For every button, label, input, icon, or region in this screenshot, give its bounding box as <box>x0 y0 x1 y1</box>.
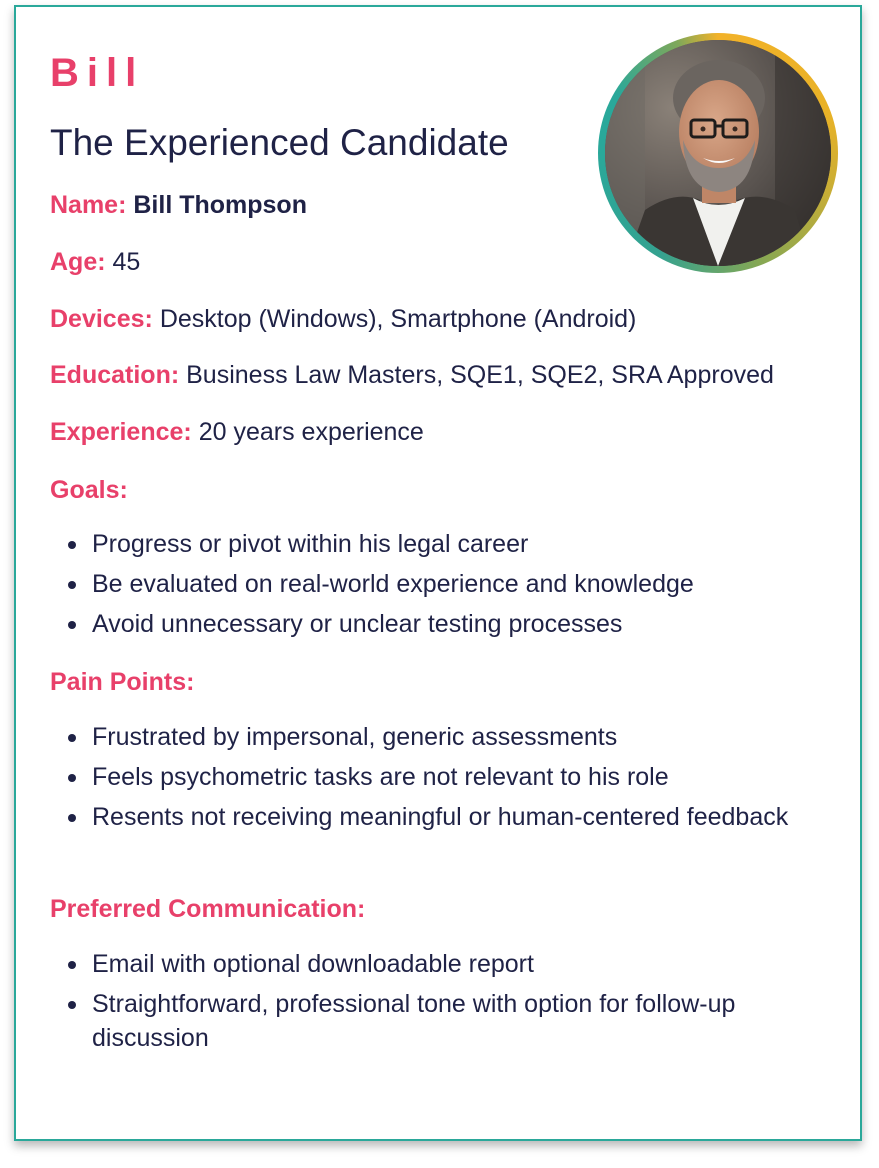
field-education-value: Business Law Masters, SQE1, SQE2, SRA Approved <box>186 361 774 389</box>
field-education <box>50 360 774 390</box>
pain-points-list <box>50 720 810 840</box>
communication-item: Email with optional downloadable report <box>50 947 810 981</box>
persona-card <box>14 5 862 1141</box>
field-age-label: Age: <box>50 248 106 276</box>
goals-heading: Goals: <box>50 476 128 504</box>
pain-point-item: Frustrated by impersonal, generic assessments <box>50 720 810 754</box>
field-devices-label: Devices: <box>50 305 153 333</box>
field-education-label: Education: <box>50 361 180 389</box>
goals-list <box>50 527 810 647</box>
field-age <box>50 247 140 277</box>
persona-title: The Experienced Candidate <box>50 122 509 163</box>
communication-item: Straightforward, professional tone with option for follow-up discussion <box>50 987 810 1055</box>
field-experience-value: 20 years experience <box>198 418 424 446</box>
field-devices <box>50 304 636 334</box>
field-experience <box>50 417 424 447</box>
field-devices-value: Desktop (Windows), Smartphone (Android) <box>159 305 637 333</box>
persona-nickname: Bill <box>50 51 145 95</box>
goal-item: Avoid unnecessary or unclear testing processes <box>50 607 810 641</box>
pain-points-heading: Pain Points: <box>50 668 195 696</box>
communication-list <box>50 947 810 1061</box>
pain-point-item: Resents not receiving meaningful or human-centered feedback <box>50 800 810 834</box>
field-name-label: Name: <box>50 191 127 219</box>
goal-item: Progress or pivot within his legal career <box>50 527 810 561</box>
avatar <box>605 40 831 266</box>
communication-heading: Preferred Communication: <box>50 895 366 923</box>
field-experience-label: Experience: <box>50 418 192 446</box>
field-name <box>50 190 307 220</box>
field-name-value: Bill Thompson <box>133 191 307 219</box>
goal-item: Be evaluated on real-world experience and knowledge <box>50 567 810 601</box>
pain-point-item: Feels psychometric tasks are not relevant to his role <box>50 760 810 794</box>
field-age-value: 45 <box>112 248 141 276</box>
avatar-photo <box>605 40 831 266</box>
avatar-ring <box>598 33 838 273</box>
